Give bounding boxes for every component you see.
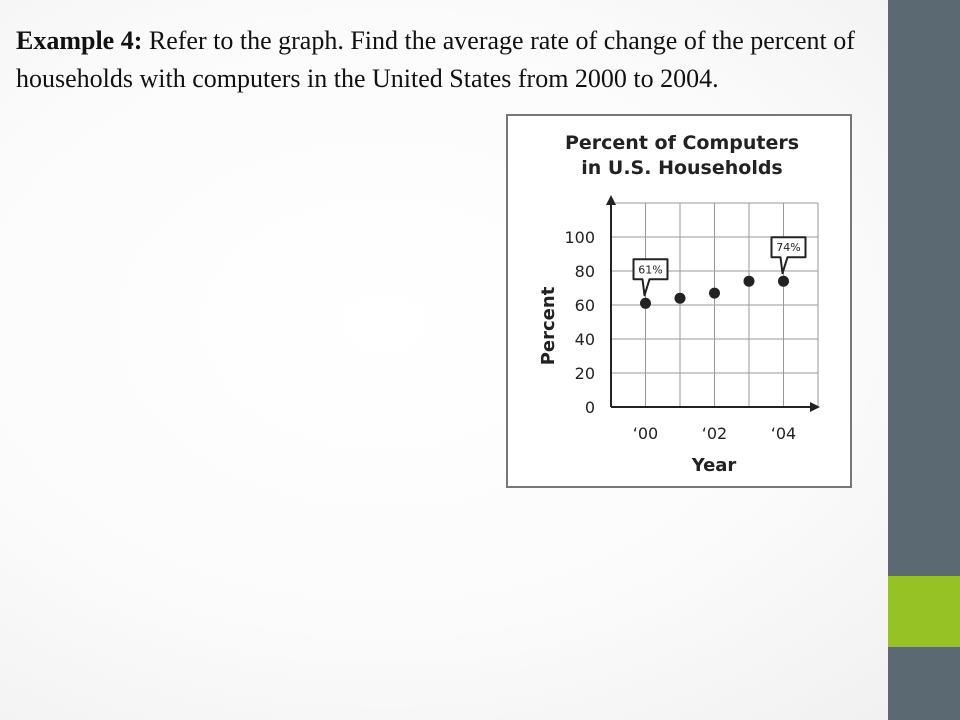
data-point [709,288,720,299]
data-point [675,293,686,304]
x-tick-label: ‘04 [770,424,797,443]
x-axis-title: Year [691,455,737,476]
problem-statement [16,22,884,98]
x-tick-label: ‘00 [632,424,659,443]
axis-layer [606,195,820,412]
example-label: Example 4: [16,26,143,55]
scatter-chart [508,116,854,490]
chart-title-line-1: Percent of Computers [564,132,800,154]
y-tick-label: 60 [574,296,595,315]
problem-body: Refer to the graph. Find the average rate of change of the percent of households with computers in the United States from 2000 to 2004. [16,26,855,93]
x-tick-label: ‘02 [701,424,728,443]
data-point [778,276,789,287]
data-point [640,298,651,309]
y-axis-arrow [606,195,616,205]
y-tick-label: 100 [564,228,595,247]
y-tick-label: 0 [584,398,595,417]
callout-label: 74% [776,241,801,255]
side-decoration [888,0,960,720]
side-band-accent [888,576,960,647]
side-band-bottom [888,647,960,720]
y-axis-title: Percent [538,286,559,366]
y-tick-label: 20 [574,364,595,383]
chart-title-line-2: in U.S. Households [581,157,783,179]
data-point [744,276,755,287]
chart-frame [506,114,852,488]
callouts [634,237,806,295]
callout-label: 61% [638,263,663,277]
y-tick-label: 80 [574,262,595,281]
side-band-top [888,0,960,576]
y-tick-label: 40 [574,330,595,349]
